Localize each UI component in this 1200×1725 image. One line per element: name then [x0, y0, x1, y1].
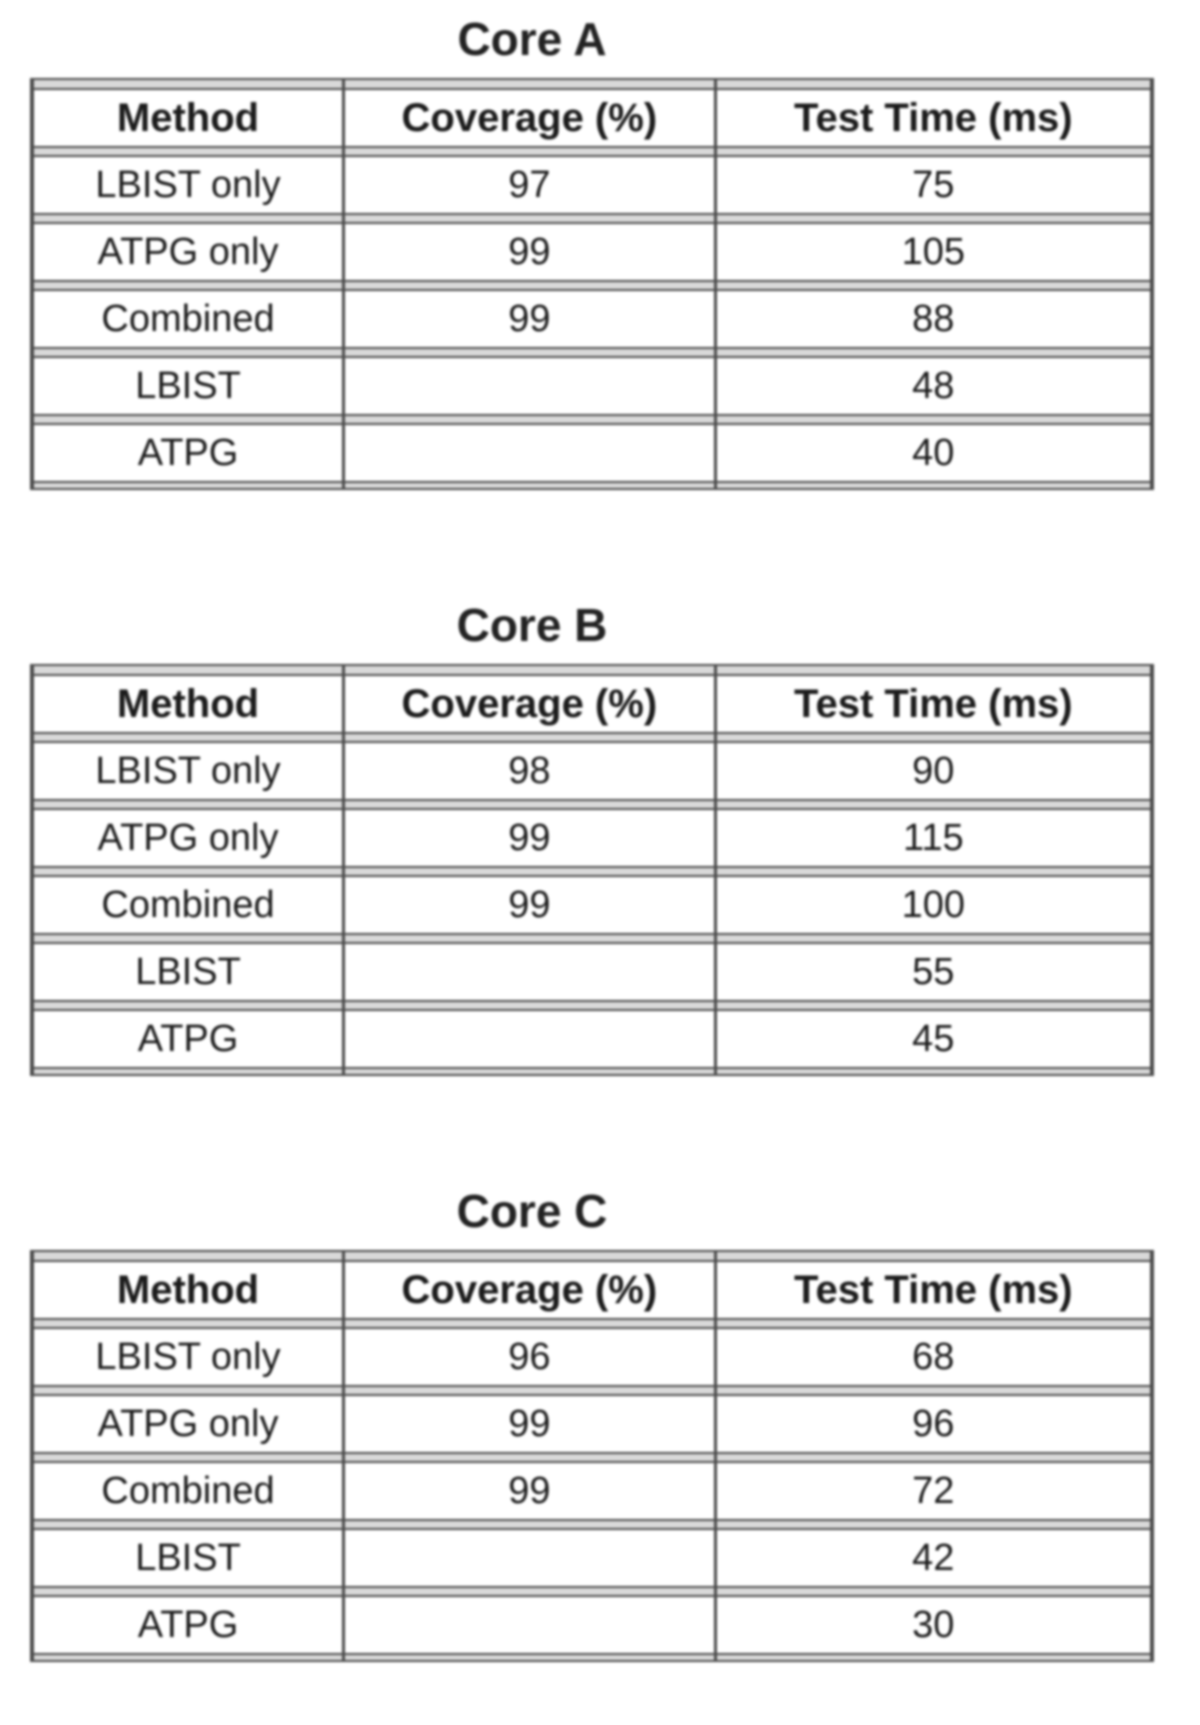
- separator-cell: [714, 1387, 1150, 1394]
- separator-cell: [342, 734, 714, 741]
- table-row: [34, 1329, 1150, 1385]
- separator-cell: [34, 1588, 342, 1595]
- core-a-table: [30, 78, 1154, 490]
- separator-cell: [34, 1002, 342, 1009]
- header-row: [34, 90, 1150, 146]
- col-header-method: Method: [34, 1262, 342, 1318]
- separator-cell: [714, 868, 1150, 875]
- separator-cell: [342, 801, 714, 808]
- separator-cell: [34, 282, 342, 289]
- coverage-cell: 99: [342, 877, 714, 933]
- separator-cell: [714, 483, 1150, 488]
- separator-cell: [342, 282, 714, 289]
- separator-cell: [34, 148, 342, 155]
- coverage-cell: 99: [342, 1396, 714, 1452]
- separator-cell: [714, 801, 1150, 808]
- separator-cell: [34, 349, 342, 356]
- method-cell: LBIST: [34, 944, 342, 1000]
- coverage-cell: 98: [342, 743, 714, 799]
- core-c-table: [30, 1250, 1154, 1662]
- table-title-core-b: Core B: [456, 599, 608, 651]
- separator-cell: [342, 1521, 714, 1528]
- table-row: [34, 1396, 1150, 1452]
- coverage-cell: [342, 1011, 714, 1067]
- row-separator: [34, 1519, 1150, 1530]
- table-row: [34, 1011, 1150, 1067]
- separator-cell: [342, 215, 714, 222]
- method-cell: ATPG only: [34, 810, 342, 866]
- separator-cell: [34, 1454, 342, 1461]
- test-time-cell: 115: [714, 810, 1150, 866]
- coverage-cell: 97: [342, 157, 714, 213]
- coverage-cell: [342, 944, 714, 1000]
- test-time-cell: 75: [714, 157, 1150, 213]
- row-separator: [34, 664, 1150, 676]
- method-cell: ATPG only: [34, 224, 342, 280]
- separator-cell: [714, 1320, 1150, 1327]
- method-cell: ATPG only: [34, 1396, 342, 1452]
- test-time-cell: 40: [714, 425, 1150, 481]
- table-row: [34, 425, 1150, 481]
- coverage-cell: 99: [342, 291, 714, 347]
- method-cell: Combined: [34, 877, 342, 933]
- row-separator: [34, 1653, 1150, 1662]
- col-header-test-time: Test Time (ms): [714, 676, 1150, 732]
- row-separator: [34, 213, 1150, 224]
- separator-cell: [714, 734, 1150, 741]
- col-header-coverage: Coverage (%): [342, 1262, 714, 1318]
- separator-cell: [714, 1454, 1150, 1461]
- separator-cell: [342, 1454, 714, 1461]
- separator-cell: [34, 801, 342, 808]
- table-row: [34, 1463, 1150, 1519]
- method-cell: ATPG: [34, 1011, 342, 1067]
- row-separator: [34, 481, 1150, 490]
- separator-cell: [714, 416, 1150, 423]
- method-cell: LBIST only: [34, 1329, 342, 1385]
- method-cell: LBIST: [34, 358, 342, 414]
- row-separator: [34, 866, 1150, 877]
- row-separator: [34, 1067, 1150, 1076]
- method-cell: Combined: [34, 291, 342, 347]
- core-b-table: [30, 664, 1154, 1076]
- test-time-cell: 30: [714, 1597, 1150, 1653]
- separator-cell: [34, 1252, 342, 1260]
- coverage-cell: [342, 1530, 714, 1586]
- method-cell: LBIST: [34, 1530, 342, 1586]
- separator-cell: [342, 1002, 714, 1009]
- separator-cell: [714, 282, 1150, 289]
- separator-cell: [714, 1521, 1150, 1528]
- test-time-cell: 55: [714, 944, 1150, 1000]
- separator-cell: [34, 1320, 342, 1327]
- separator-cell: [342, 416, 714, 423]
- coverage-cell: 99: [342, 224, 714, 280]
- row-separator: [34, 799, 1150, 810]
- row-separator: [34, 347, 1150, 358]
- separator-cell: [34, 1387, 342, 1394]
- coverage-cell: 99: [342, 810, 714, 866]
- separator-cell: [34, 215, 342, 222]
- separator-cell: [342, 935, 714, 942]
- test-time-cell: 72: [714, 1463, 1150, 1519]
- method-cell: LBIST only: [34, 743, 342, 799]
- test-time-cell: 100: [714, 877, 1150, 933]
- table-row: [34, 877, 1150, 933]
- coverage-cell: [342, 1597, 714, 1653]
- row-separator: [34, 1318, 1150, 1329]
- header-row: [34, 1262, 1150, 1318]
- test-time-cell: 105: [714, 224, 1150, 280]
- separator-cell: [342, 868, 714, 875]
- table-row: [34, 291, 1150, 347]
- row-separator: [34, 1000, 1150, 1011]
- separator-cell: [34, 1655, 342, 1660]
- separator-cell: [342, 148, 714, 155]
- separator-cell: [34, 734, 342, 741]
- row-separator: [34, 78, 1150, 90]
- method-cell: ATPG: [34, 1597, 342, 1653]
- coverage-cell: [342, 358, 714, 414]
- separator-cell: [714, 1655, 1150, 1660]
- separator-cell: [714, 1252, 1150, 1260]
- row-separator: [34, 414, 1150, 425]
- method-cell: Combined: [34, 1463, 342, 1519]
- separator-cell: [34, 1069, 342, 1074]
- separator-cell: [714, 349, 1150, 356]
- separator-cell: [714, 1069, 1150, 1074]
- separator-cell: [714, 935, 1150, 942]
- separator-cell: [714, 1002, 1150, 1009]
- test-time-cell: 48: [714, 358, 1150, 414]
- test-time-cell: 96: [714, 1396, 1150, 1452]
- separator-cell: [342, 1655, 714, 1660]
- col-header-method: Method: [34, 90, 342, 146]
- coverage-cell: 99: [342, 1463, 714, 1519]
- core-c-section: [30, 1186, 1154, 1662]
- separator-cell: [714, 666, 1150, 674]
- row-separator: [34, 1586, 1150, 1597]
- col-header-test-time: Test Time (ms): [714, 90, 1150, 146]
- header-row: [34, 676, 1150, 732]
- separator-cell: [714, 215, 1150, 222]
- row-separator: [34, 1452, 1150, 1463]
- table-row: [34, 157, 1150, 213]
- col-header-coverage: Coverage (%): [342, 90, 714, 146]
- coverage-cell: 96: [342, 1329, 714, 1385]
- coverage-cell: [342, 425, 714, 481]
- test-time-cell: 68: [714, 1329, 1150, 1385]
- separator-cell: [342, 349, 714, 356]
- separator-cell: [34, 416, 342, 423]
- table-row: [34, 743, 1150, 799]
- separator-cell: [342, 483, 714, 488]
- row-separator: [34, 280, 1150, 291]
- separator-cell: [342, 1252, 714, 1260]
- table-row: [34, 358, 1150, 414]
- separator-cell: [342, 1320, 714, 1327]
- table-title-core-c: Core C: [456, 1185, 608, 1237]
- col-header-coverage: Coverage (%): [342, 676, 714, 732]
- row-separator: [34, 1250, 1150, 1262]
- separator-cell: [34, 483, 342, 488]
- row-separator: [34, 146, 1150, 157]
- separator-cell: [34, 666, 342, 674]
- core-b-section: [30, 600, 1154, 1076]
- separator-cell: [34, 935, 342, 942]
- col-header-method: Method: [34, 676, 342, 732]
- table-title-core-a: Core A: [457, 13, 607, 65]
- separator-cell: [34, 868, 342, 875]
- separator-cell: [714, 80, 1150, 88]
- row-separator: [34, 732, 1150, 743]
- method-cell: ATPG: [34, 425, 342, 481]
- separator-cell: [34, 80, 342, 88]
- test-time-cell: 90: [714, 743, 1150, 799]
- test-time-cell: 45: [714, 1011, 1150, 1067]
- table-row: [34, 944, 1150, 1000]
- separator-cell: [714, 1588, 1150, 1595]
- table-row: [34, 1597, 1150, 1653]
- separator-cell: [342, 666, 714, 674]
- table-row: [34, 1530, 1150, 1586]
- row-separator: [34, 933, 1150, 944]
- table-row: [34, 224, 1150, 280]
- core-a-section: [30, 14, 1154, 490]
- separator-cell: [34, 1521, 342, 1528]
- separator-cell: [342, 1387, 714, 1394]
- separator-cell: [714, 148, 1150, 155]
- test-time-cell: 88: [714, 291, 1150, 347]
- method-cell: LBIST only: [34, 157, 342, 213]
- test-time-cell: 42: [714, 1530, 1150, 1586]
- row-separator: [34, 1385, 1150, 1396]
- table-row: [34, 810, 1150, 866]
- separator-cell: [342, 1588, 714, 1595]
- col-header-test-time: Test Time (ms): [714, 1262, 1150, 1318]
- separator-cell: [342, 1069, 714, 1074]
- separator-cell: [342, 80, 714, 88]
